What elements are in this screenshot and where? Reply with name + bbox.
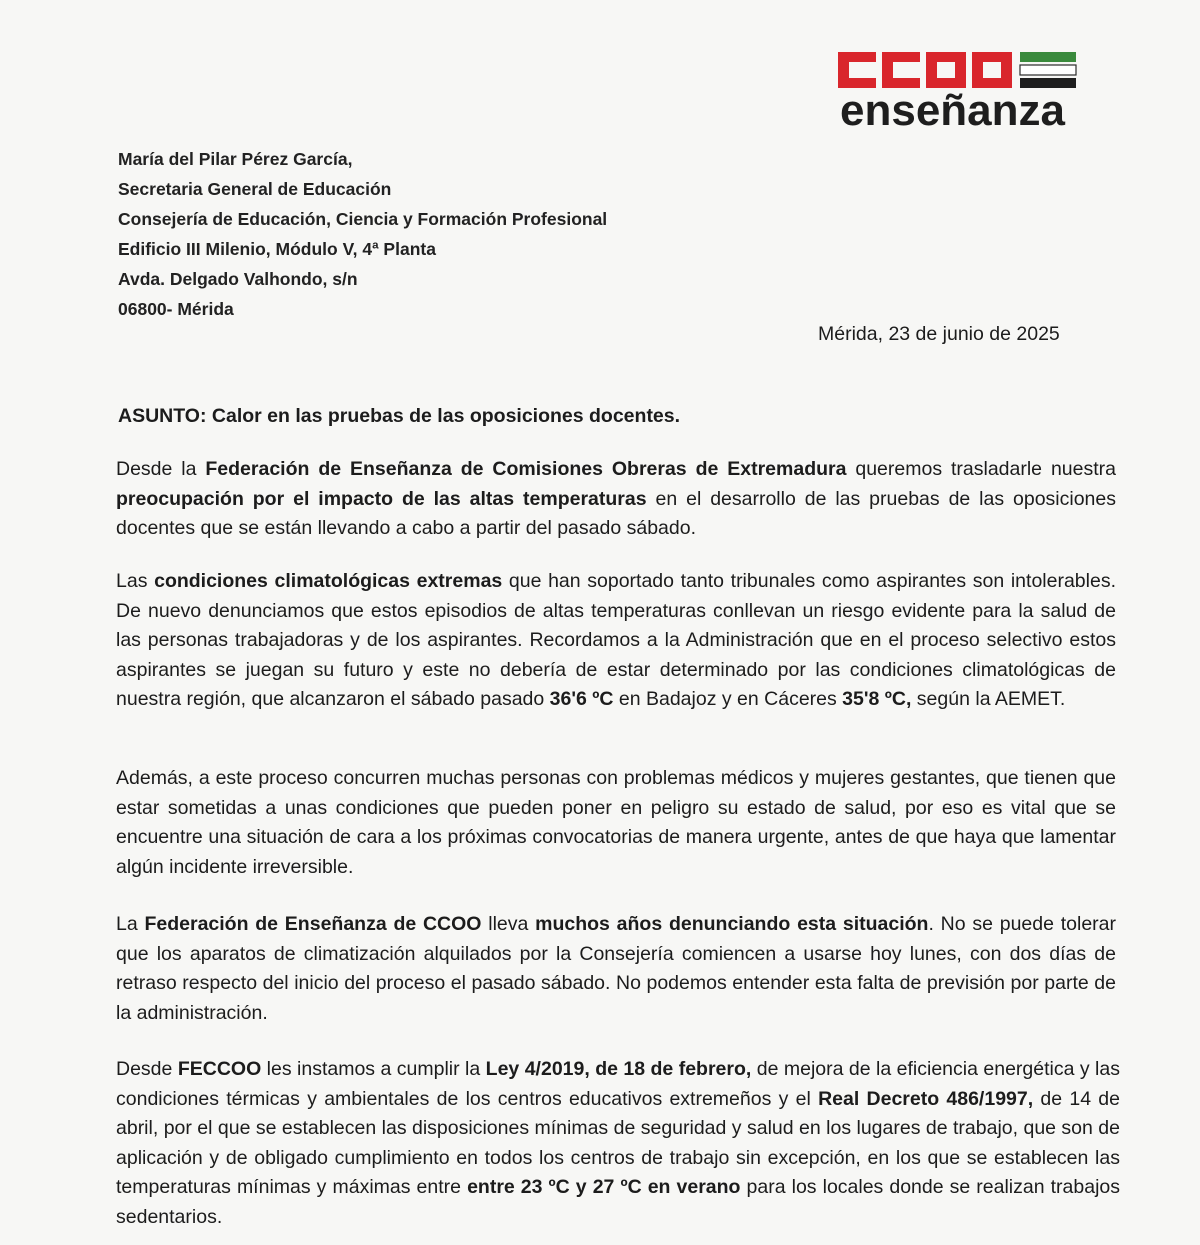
- paragraph-4: La Federación de Enseñanza de CCOO lleva muchos años denunciando esta situación. No se puede tolerar que los aparatos de climatización alquilados por la Consejería comiencen a usarse hoy lunes, con dos días de retraso respecto del inicio del proceso el pasado sábado. No podemos entender esta falta de previsión por parte de la administración.: [116, 913, 1116, 1024]
- address-line: Avda. Delgado Valhondo, s/n: [118, 269, 358, 289]
- ccoo-ensenanza-logo: [836, 50, 1081, 135]
- recipient-address: [118, 144, 607, 324]
- paragraph-1: Desde la Federación de Enseñanza de Comisiones Obreras de Extremadura queremos trasladarle nuestra preocupación por el impacto de las altas temperaturas en el desarrollo de las pruebas de las oposiciones docentes que se están llevando a cabo a partir del pasado sábado.: [116, 458, 1117, 539]
- logo-wordmark: enseñanza: [840, 86, 1065, 135]
- address-line: María del Pilar Pérez García,: [118, 149, 353, 169]
- address-line: Secretaria General de Educación: [118, 179, 392, 199]
- letter-subject: ASUNTO: Calor en las pruebas de las oposiciones docentes.: [118, 405, 681, 427]
- paragraph-3: Además, a este proceso concurren muchas personas con problemas médicos y mujeres gestantes, que tienen que estar sometidas a unas condiciones que pueden poner en peligro su estado de salud, por eso es vital que se encuentre una situación de cara a los próximas convocatorias de manera urgente, antes de que haya que lamentar algún incidente irreversible.: [116, 767, 1116, 878]
- address-line: 06800- Mérida: [118, 299, 234, 319]
- address-line: Edificio III Milenio, Módulo V, 4ª Planta: [118, 239, 436, 259]
- letter-date: Mérida, 23 de junio de 2025: [818, 323, 1060, 345]
- paragraph-2: Las condiciones climatológicas extremas que han soportado tanto tribunales como aspirantes son intolerables. De nuevo denunciamos que estos episodios de altas temperaturas conllevan un riesgo evidente para la salud de las personas trabajadoras y de los aspirantes. Recordamos a la Administración que en el proceso selectivo estos aspirantes se juegan su futuro y este no debería de estar determinado por las condiciones climatológicas de nuestra región, que alcanzaron el sábado pasado 36'6 ºC en Badajoz y en Cáceres 35'8 ºC, según la AEMET.: [116, 570, 1117, 710]
- paragraph-5: Desde FECCOO les instamos a cumplir la Ley 4/2019, de 18 de febrero, de mejora de la eficiencia energética y las condiciones térmicas y ambientales de los centros educativos extremeños y el Real Decreto 486/1997, de 14 de abril, por el que se establecen las disposiciones mínimas de seguridad y salud en los lugares de trabajo, que son de aplicación y de obligado cumplimiento en todos los centros de trabajo sin excepción, en los que se establecen las temperaturas mínimas y máximas entre entre 23 ºC y 27 ºC en verano para los locales donde se realizan trabajos sedentarios.: [116, 1058, 1121, 1228]
- ccoo-logo-mark: [836, 50, 1081, 90]
- address-line: Consejería de Educación, Ciencia y Formación Profesional: [118, 209, 608, 229]
